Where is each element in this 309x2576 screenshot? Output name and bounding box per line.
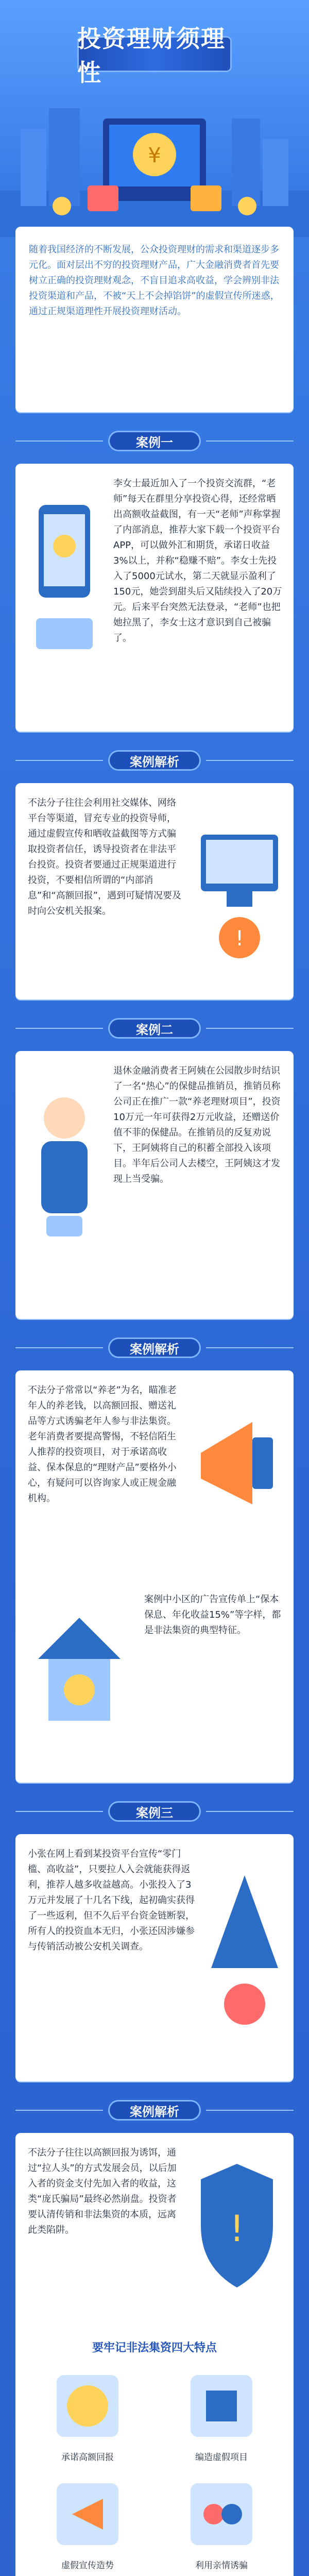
case3-text: 小张在网上看到某投资平台宣传“零门槛、高收益”，只要拉人入会就能获得返利，推荐人越多收益越高。小张投入了3万元并发展了十几名下线，起初确实获得了一些返利，但不久后平台资金链断裂，所有人的投资血本无归，小张还因涉嫌参与传销活动被公安机关调查。 bbox=[28, 1849, 195, 1952]
analysis3-text: 不法分子往往以高额回报为诱饵，通过“拉人头”的方式发展会员，以后加入者的资金支付先加入者的收益，这类“庞氏骗局”最终必然崩盘。投资者要认清传销和非法集资的本质，远离此类陷阱。 bbox=[28, 2147, 177, 2235]
analysis1-label: 案例解析 bbox=[130, 754, 179, 769]
feature-4: 利用亲情诱骗 bbox=[195, 2561, 248, 2571]
case3-card bbox=[15, 1834, 294, 2081]
case1-header bbox=[15, 428, 294, 454]
analysis1-header bbox=[15, 747, 294, 774]
hero-banner bbox=[0, 0, 309, 237]
page-title: 投资理财须理性 bbox=[77, 25, 226, 87]
svg-text:!: ! bbox=[229, 2208, 245, 2250]
analysis2-card bbox=[15, 1370, 294, 1783]
case1-card bbox=[15, 464, 294, 732]
feature-1: 承诺高额回报 bbox=[61, 2452, 114, 2463]
computer-fraud-icon bbox=[196, 804, 283, 974]
analysis1-text: 不法分子往往会利用社交媒体、网络平台等渠道，冒充专业的投资导师，通过虚假宣传和晒收益截图等方式骗取投资者信任，诱导投资者在非法平台投资。投资者要通过正规渠道进行投资，不要相信所谓的“内部消息”和“高额回报”，遇到可疑情况要及时向公安机关报案。 bbox=[28, 798, 181, 917]
hero-title-box bbox=[77, 25, 232, 87]
house-money-icon bbox=[28, 1587, 131, 1752]
phone-scam-icon bbox=[26, 484, 103, 670]
feature-fake-project-icon bbox=[160, 2365, 283, 2447]
feature-2: 编造虚假项目 bbox=[195, 2452, 248, 2463]
features-grid bbox=[26, 2365, 283, 2576]
case2-card bbox=[15, 1051, 294, 1319]
analysis3-header bbox=[15, 2097, 294, 2124]
case2-label: 案例二 bbox=[136, 1022, 173, 1037]
feature-high-return-icon bbox=[26, 2365, 149, 2447]
city-illustration bbox=[0, 88, 309, 237]
analysis1-card bbox=[15, 783, 294, 999]
megaphone-icon bbox=[191, 1391, 283, 1546]
case1-text: 李女士最近加入了一个投资交流群，“老师”每天在群里分享投资心得，还经常晒出高额收益截图，有一天“老师”声称掌握了内部消息，推荐大家下载一个投资平台APP，可以做外汇和期货，承诺日收益3%以上，并称“稳赚不赔”。李女士先投入了5000元试水，第二天就显示盈利了150元，她尝到甜头后又陆续投入了20万元。后来平台突然无法登录，“老师”也把她拉黑了，李女士这才意识到自己被骗了。 bbox=[113, 478, 282, 643]
case1-label: 案例一 bbox=[136, 435, 173, 450]
feature-3: 虚假宣传造势 bbox=[61, 2561, 114, 2571]
case2-text: 退休金融消费者王阿姨在公园散步时结识了一名“热心”的保健品推销员，推销员称公司正在推广一款“养老理财项目”，投资10万元一年可获得2万元收益，还赠送价值不菲的保健品。在推销员的反复劝说下，王阿姨将自己的积蓄全部投入该项目。半年后公司人去楼空，王阿姨这才发现上当受骗。 bbox=[113, 1065, 281, 1184]
analysis2-callout: 案例中小区的广告宣传单上“保本保息、年化收益15%”等字样，都是非法集资的典型特征。 bbox=[144, 1594, 281, 1636]
analysis2-header bbox=[15, 1334, 294, 1361]
intro-text: 随着我国经济的不断发展，公众投资理财的需求和渠道逐步多元化。面对层出不穷的投资理财产品，广大金融消费者首先要树立正确的投资理财观念，不盲目追求高收益，学会辨别非法投资渠道和产品，不被“天上不会掉馅饼”的虚假宣传所迷惑，通过正规渠道理性开展投资理财活动。 bbox=[29, 244, 280, 317]
warning-shield-icon bbox=[191, 2154, 283, 2308]
case3-label: 案例三 bbox=[136, 1805, 173, 1820]
elderly-person-icon bbox=[26, 1082, 103, 1247]
svg-text:¥: ¥ bbox=[148, 144, 161, 167]
feature-family-lure-icon bbox=[160, 2473, 283, 2555]
analysis2-label: 案例解析 bbox=[130, 1342, 179, 1357]
pyramid-scheme-icon bbox=[206, 1865, 283, 2040]
analysis3-card bbox=[15, 2133, 294, 2576]
features-title: 要牢记非法集资四大特点 bbox=[92, 2342, 217, 2354]
analysis3-label: 案例解析 bbox=[130, 2104, 179, 2119]
intro-card bbox=[15, 227, 294, 412]
feature-false-publicity-icon bbox=[26, 2473, 149, 2555]
case2-header bbox=[15, 1015, 294, 1042]
analysis2-text: 不法分子常常以“养老”为名，瞄准老年人的养老钱，以高额回报、赠送礼品等方式诱骗老年人参与非法集资。老年消费者要提高警惕，不轻信陌生人推荐的投资项目，对于承诺高收益、保本保息的“理财产品”要格外小心，有疑问可以咨询家人或正规金融机构。 bbox=[28, 1385, 177, 1504]
case3-header bbox=[15, 1798, 294, 1825]
svg-text:!: ! bbox=[235, 927, 244, 951]
